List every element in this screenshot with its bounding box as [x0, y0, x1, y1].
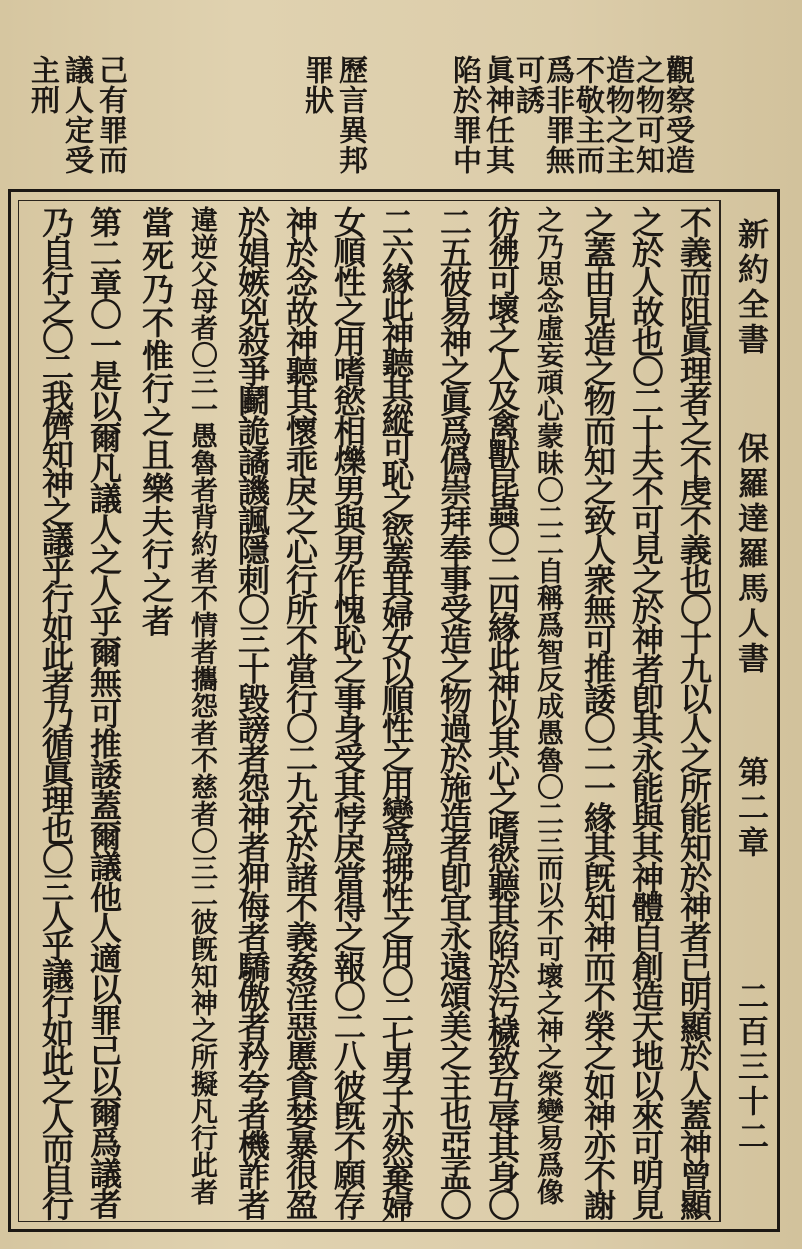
text-line-2: 之於人故也〇二十夫不可見之於神者卽其永能與其神體自創造天地以來可明見: [627, 206, 665, 1219]
headnote-col-13: 主刑: [27, 55, 61, 115]
headnote-col-2: 之物可知: [632, 55, 666, 175]
headnote-col-7: 眞神任其: [482, 55, 516, 175]
page-number: 二百三十二: [732, 980, 768, 1155]
text-line-12: 當死乃不惟行之且樂夫行之者: [137, 206, 175, 638]
text-line-8: 女順性之用嗜慾相爍男與男作愧恥之事身受其悖戾當得之報〇二八彼旣不願存: [329, 206, 367, 1219]
chapter-label: 第二章: [732, 756, 768, 861]
text-line-13: 第二章〇一是以爾凡議人之人乎爾無可推諉蓋爾議他人適以罪己以爾爲議者: [85, 206, 123, 1219]
book-name: 新約全書: [732, 218, 768, 358]
text-line-10: 於娼嫉兇殺爭鬬詭譎譏諷隱刺〇三十毀謗者怨神者狎侮者驕傲者矜夸者機詐者: [233, 206, 271, 1219]
text-line-11: 違逆父母者〇三一愚魯者背約者不情者攜怨者不慈者〇三二彼旣知神之所擬凡行此者: [186, 206, 217, 1205]
headnote-col-1: 觀察受造: [662, 55, 696, 175]
text-line-14: 乃自行之〇二我儕知神之議乎行如此者乃循眞理也〇三人乎議行如此之人而自行: [37, 206, 75, 1219]
book-title: 保羅達羅馬人書: [732, 432, 768, 677]
headnote-col-12: 議人定受: [61, 55, 95, 175]
headnote-col-9: 歷言異邦: [335, 55, 369, 175]
text-line-7: 二六緣此神聽其縱可恥之慾蓋其婦女以順性之用變爲拂性之用〇二七男子亦然棄婦: [377, 206, 415, 1219]
headnote-col-4: 不敬主而: [572, 55, 606, 175]
headnote-col-11: 己有罪而: [95, 55, 129, 175]
text-line-6: 二五彼易神之眞爲僞崇拜奉事受造之物過於施造者卽宜永遠頌美之主也亞孟〇: [435, 206, 473, 1219]
text-line-5: 彷彿可壞之人及禽獸昆蟲〇二四緣此神以其心之嗜慾聽其陷於污穢致互辱其身〇: [483, 206, 521, 1219]
text-line-4: 之乃思念虛妄頑心蒙昧〇二二自稱爲智反成愚魯〇二三而以不可壞之神之榮變易爲像: [532, 206, 563, 1205]
margin-divider: [720, 200, 721, 1222]
headnote-col-5: 爲非罪無: [542, 55, 576, 175]
headnote-col-3: 造物之主: [602, 55, 636, 175]
headnote-col-8: 陷於罪中: [449, 55, 483, 175]
text-line-1: 不義而阻眞理者之不虔不義也〇十九以人之所能知於神者已明顯於人蓋神曾顯: [675, 206, 713, 1219]
headnote-col-6: 可誘: [512, 55, 546, 115]
text-line-9: 神於念故神聽其懷乖戾之心行所不當行〇二九充於諸不義姦淫惡慝貪婪暴很盈: [281, 206, 319, 1219]
headnote-col-10: 罪狀: [301, 55, 335, 115]
text-line-3: 之蓋由見造之物而知之致人衆無可推諉〇二一緣其旣知神而不榮之如神亦不謝: [579, 206, 617, 1219]
